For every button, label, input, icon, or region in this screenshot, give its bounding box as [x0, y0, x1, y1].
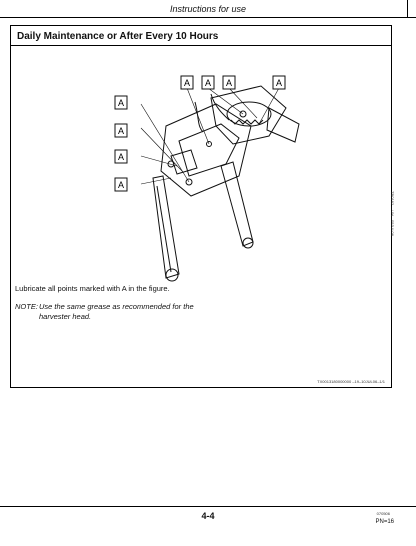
callout-label: A — [117, 126, 125, 136]
callout-a-1 — [115, 96, 127, 109]
leader-7 — [229, 88, 257, 118]
boom-arm-left — [153, 176, 179, 278]
maintenance-panel — [10, 25, 395, 388]
figure-id: TB0162 —UN—05JUL06 — [390, 191, 395, 236]
page-number: 4-4 — [201, 511, 215, 521]
note-line-1: Use the same grease as recommended for the — [39, 302, 194, 311]
note-label: NOTE: — [15, 302, 38, 311]
instruction-text: Lubricate all points marked with A in the figure. — [15, 284, 170, 293]
center-frame — [161, 104, 251, 196]
header-rule — [407, 0, 408, 17]
leader-4 — [141, 178, 171, 184]
note-line-2: harvester head. — [39, 312, 92, 321]
callout-a-2 — [115, 124, 127, 137]
leader-5 — [187, 88, 209, 144]
callout-label: A — [117, 152, 125, 162]
callout-label: A — [183, 78, 191, 88]
callout-a-8 — [273, 76, 285, 89]
note-block — [15, 302, 245, 322]
leader-1 — [141, 104, 189, 182]
section-title: Daily Maintenance or After Every 10 Hours — [17, 31, 219, 42]
hose-1 — [195, 102, 203, 132]
callout-label: A — [275, 78, 283, 88]
callout-a-4 — [115, 178, 127, 191]
callout-a-6 — [202, 76, 214, 89]
footer-divider — [0, 506, 416, 507]
header-title: Instructions for use — [169, 4, 247, 14]
callout-label: A — [225, 78, 233, 88]
callout-a-3 — [115, 150, 127, 163]
callout-a-5 — [181, 76, 193, 89]
frame-plate — [179, 124, 239, 176]
callout-label: A — [204, 78, 212, 88]
footer-pn: PN=16 — [375, 519, 394, 525]
callout-label: A — [117, 180, 125, 190]
callout-label: A — [117, 98, 125, 108]
link-bracket — [171, 150, 197, 174]
document-id: TX0013180000000 –19–10JUL06–1/1 — [317, 379, 385, 384]
lubrication-figure — [11, 46, 391, 298]
callout-a-7 — [223, 76, 235, 89]
boom-arm-right — [221, 162, 253, 246]
footer-code: 070506 — [376, 511, 390, 516]
header-divider — [0, 17, 416, 18]
